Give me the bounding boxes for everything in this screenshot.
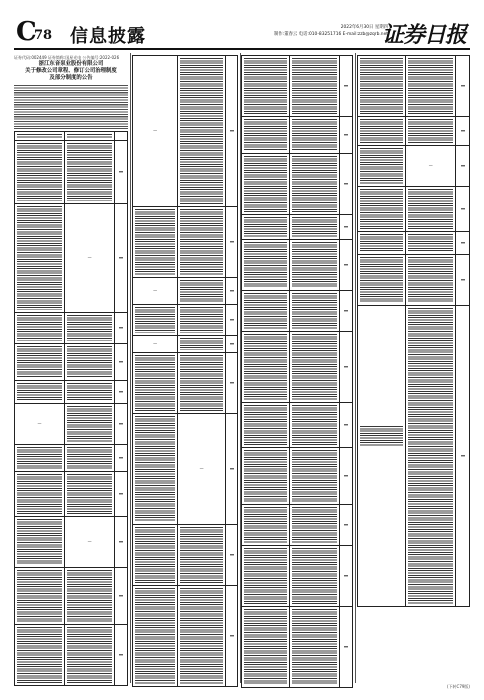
table-row bbox=[358, 231, 469, 254]
table-row bbox=[15, 312, 127, 343]
table-row bbox=[133, 56, 237, 206]
article-code: 证券代码:002449 证券简称:国星光电 公告编号:2022-026 bbox=[14, 55, 120, 60]
table-row bbox=[15, 567, 127, 624]
article-heading bbox=[14, 55, 128, 82]
amendment-table bbox=[357, 55, 470, 607]
empty-cell-mark: — bbox=[199, 466, 204, 471]
table-row bbox=[242, 56, 352, 116]
table-row bbox=[358, 56, 469, 116]
newspaper-logo: 证券日报 bbox=[381, 22, 466, 48]
table-row bbox=[242, 153, 352, 214]
table-row bbox=[358, 254, 469, 305]
empty-cell-mark: — bbox=[87, 255, 92, 260]
empty-cell-mark: — bbox=[153, 128, 158, 133]
table-row bbox=[133, 352, 237, 413]
table-row bbox=[15, 343, 127, 380]
table-row bbox=[242, 606, 352, 687]
column-2 bbox=[132, 53, 238, 683]
table-row bbox=[133, 335, 237, 352]
empty-cell-mark: — bbox=[153, 288, 158, 293]
article-title-line: 关于修改公司章程、修订公司治理制度 bbox=[25, 68, 117, 74]
amendment-table bbox=[14, 131, 128, 686]
table-row bbox=[15, 203, 127, 312]
article-title-line: 浙江东音泵业股份有限公司 bbox=[38, 61, 104, 67]
table-row bbox=[242, 545, 352, 606]
table-row bbox=[242, 504, 352, 545]
article-title-line: 及部分制度的公告 bbox=[49, 75, 93, 81]
header-rule bbox=[14, 48, 470, 50]
empty-cell-mark: — bbox=[153, 341, 158, 346]
date-line: 2022年6月30日 星期四 bbox=[340, 25, 388, 30]
table-row bbox=[242, 331, 352, 402]
table-row bbox=[358, 305, 469, 606]
table-row bbox=[242, 402, 352, 447]
table-row bbox=[133, 206, 237, 277]
table-row bbox=[358, 145, 469, 186]
table-row bbox=[242, 290, 352, 331]
empty-cell-mark: — bbox=[87, 539, 92, 544]
column-4 bbox=[357, 53, 470, 683]
header-meta bbox=[274, 24, 388, 38]
table-row bbox=[133, 277, 237, 304]
page-number: 78 bbox=[34, 28, 53, 43]
table-row bbox=[242, 239, 352, 290]
table-row bbox=[15, 444, 127, 471]
table-row bbox=[133, 524, 237, 585]
table-row bbox=[242, 447, 352, 504]
section-title: 信息披露 bbox=[70, 26, 146, 47]
amendment-table bbox=[132, 55, 238, 687]
table-row bbox=[358, 186, 469, 231]
table-row bbox=[15, 471, 127, 516]
article-body bbox=[14, 85, 128, 129]
section-letter: C bbox=[16, 17, 37, 47]
empty-cell-mark: — bbox=[428, 163, 433, 168]
empty-cell-mark: — bbox=[37, 421, 42, 426]
column-divider bbox=[355, 53, 356, 683]
table-row bbox=[15, 380, 127, 403]
column-1 bbox=[14, 53, 128, 683]
table-row bbox=[133, 413, 237, 524]
contact-line: 制作:董春云 电话:010-83251716 E-mail:zzb@zqrb.net bbox=[273, 32, 388, 37]
table-row bbox=[242, 116, 352, 153]
table-row bbox=[15, 624, 127, 685]
column-divider bbox=[130, 53, 131, 683]
table-row bbox=[133, 304, 237, 335]
page-header bbox=[14, 18, 470, 48]
table-header-row bbox=[15, 132, 127, 140]
table-row bbox=[15, 516, 127, 567]
column-3 bbox=[241, 53, 353, 683]
table-row bbox=[15, 403, 127, 444]
continuation-note: (下转C79版) bbox=[446, 684, 470, 689]
amendment-table bbox=[241, 55, 353, 688]
table-row bbox=[15, 140, 127, 203]
table-row bbox=[358, 116, 469, 145]
table-row bbox=[133, 585, 237, 686]
table-row bbox=[242, 214, 352, 239]
